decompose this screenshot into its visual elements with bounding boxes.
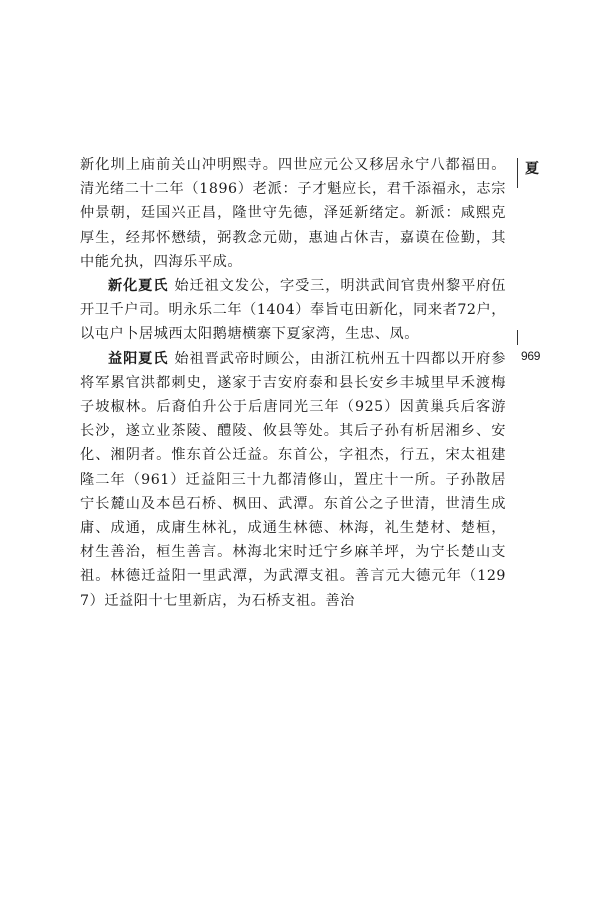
clan-heading: 新化夏氏 xyxy=(108,278,169,295)
clan-heading: 益阳夏氏 xyxy=(108,350,169,367)
paragraph-continued xyxy=(80,153,506,274)
paragraph-text: 始迁祖文发公，字受三，明洪武间官贵州黎平府伍开卫千户司。明永乐二年（1404）奉旨屯田新化，同来者72户，以屯户卜居城西太阳鹅塘横寨下夏家湾，生忠、凤。 xyxy=(80,278,507,343)
main-text xyxy=(80,153,506,613)
section-label: 夏 xyxy=(525,161,539,177)
paragraph-text: 始祖晋武帝时顾公，由浙江杭州五十四都以开府参将军累官洪都刺史，遂家于吉安府泰和县长安乡丰城里早禾渡梅子坡椒林。后裔伯升公于后唐同光三年（925）因黄巢兵后客游长沙，遂立业茶陵、醴陵、攸县等处。其后子孙有析居湘乡、安化、湘阴者。惟东首公迁益。东首公，字祖杰，行五，宋太祖建隆二年（961）迁益阳三十九都清修山，置庄十一所。子孙散居宁长麓山及本邑石桥、枫田、武潭。东首公之子世清，世清生成庸、成通，成庸生林礼，成通生林德、林海，礼生楚材、楚桓，材生善治，桓生善言。林海北宋时迁宁乡麻羊坪，为宁长楚山支祖。林德迁益阳一里武潭，为武潭支祖。善言元大德元年（1297）迁益阳十七里新店，为石桥支祖。善治 xyxy=(80,350,507,609)
side-rule-bottom xyxy=(517,330,518,345)
paragraph-yiyang-xia xyxy=(80,347,506,613)
page-number: 969 xyxy=(521,349,541,363)
side-rule-top xyxy=(517,158,518,188)
paragraph-xinhua-xia xyxy=(80,274,506,347)
paragraph-text: 新化圳上庙前关山冲明熙寺。四世应元公又移居永宁八都福田。清光绪二十二年（1896）老派：子才魁应长，君千添福永，志宗仲景朝，廷国兴正昌，隆世守先德，泽延新绪定。新派：咸熙克厚生，经邦怀懋绩，弼教念元勋，惠迪占休吉，嘉谟在俭勤，其中能允执，四海乐平成。 xyxy=(80,157,506,270)
